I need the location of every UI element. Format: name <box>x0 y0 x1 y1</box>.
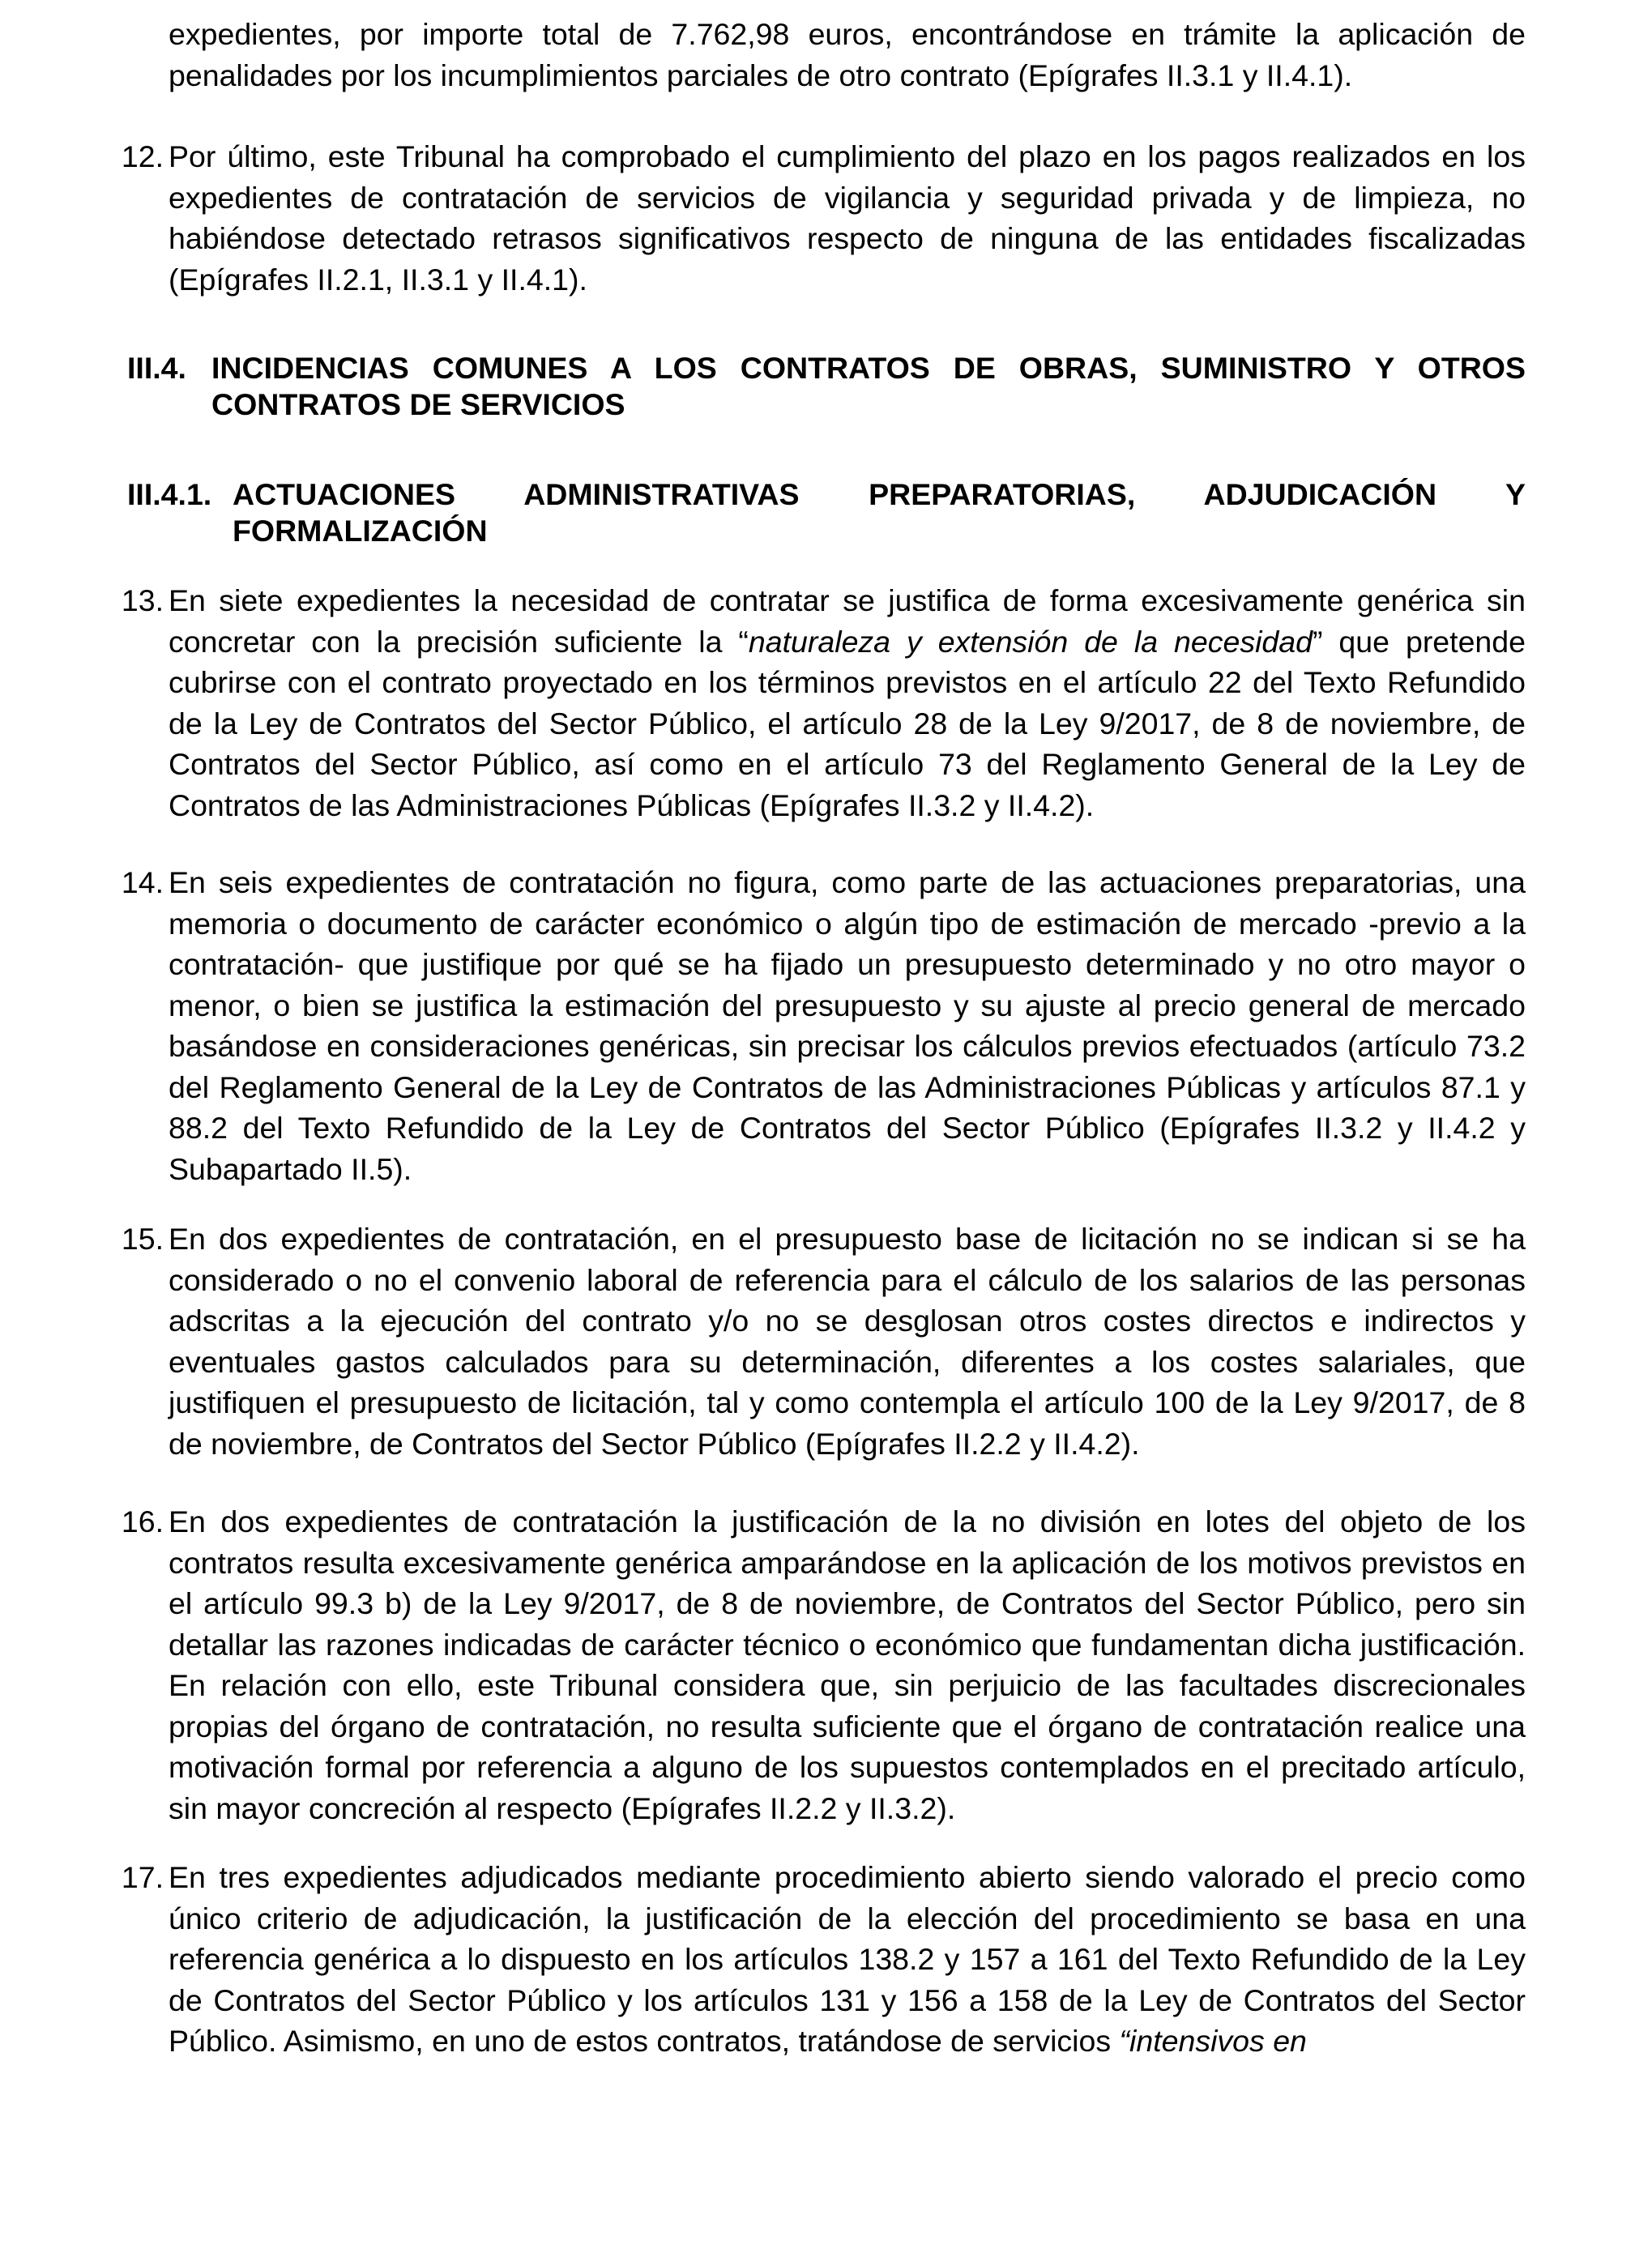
heading-number: III.4. <box>127 351 186 385</box>
paragraph-number: 15. <box>121 1222 164 1256</box>
heading-line-1: INCIDENCIAS COMUNES A LOS CONTRATOS DE OBRAS, SUMINISTRO Y OTROS <box>211 351 1526 385</box>
paragraph-17 <box>121 1857 1526 2062</box>
paragraph-text-a: En siete expedientes la necesidad de contratar se justifica de forma excesivamente genérica sin concretar con la precisión suficiente la “ <box>169 583 1526 659</box>
paragraph-text: En dos expedientes de contratación, en el presupuesto base de licitación no se indican si se ha considerado o no el convenio laboral de referencia para el cálculo de los salarios de las personas adscritas a la ejecución del contrato y/o no se desglosan otros costes directos e indirectos y eventuales gastos calculados para su determinación, diferentes a los costes salariales, que justifiquen el presupuesto de licitación, tal y como contempla el artículo 100 de la Ley 9/2017, de 8 de noviembre, de Contratos del Sector Público (Epígrafes II.2.2 y II.4.2). <box>169 1222 1526 1461</box>
heading-line-1: ACTUACIONES ADMINISTRATIVAS PREPARATORIAS, ADJUDICACIÓN Y <box>233 477 1526 511</box>
paragraph-number: 13. <box>121 583 164 617</box>
paragraph-text: Por último, este Tribunal ha comprobado el cumplimiento del plazo en los pagos realizados en los expedientes de contratación de servicios de vigilancia y seguridad privada y de limpieza, no habiéndose detectado retrasos significativos respecto de ninguna de las entidades fiscalizadas (Epígrafes II.2.1, II.3.1 y II.4.1). <box>169 139 1526 297</box>
continuation-paragraph <box>169 14 1526 96</box>
heading-line-2: CONTRATOS DE SERVICIOS <box>211 387 625 421</box>
quoted-italic-text: naturaleza y extensión de la necesidad <box>748 624 1313 659</box>
paragraph-text-a: En tres expedientes adjudicados mediante procedimiento abierto siendo valorado el precio como único criterio de adjudicación, la justificación de la elección del procedimiento se basa en una referencia genérica a lo dispuesto en los artículos 138.2 y 157 a 161 del Texto Refundido de la Ley de Contratos del Sector Público y los artículos 131 y 156 a 158 de la Ley de Contratos del Sector Público. Asimismo, en uno de estos contratos, tratándose de servicios <box>169 1860 1526 2058</box>
heading-title <box>233 476 1526 549</box>
paragraph-text-b: ” que pretende cubrirse con el contrato proyectado en los términos previstos en el artículo 22 del Texto Refundido de la Ley de Contratos del Sector Público, el artículo 28 de la Ley 9/2017, de 8 de noviembre, de Contratos del Sector Público, así como en el artículo 73 del Reglamento General de la Ley de Contratos de las Administraciones Públicas (Epígrafes II.3.2 y II.4.2). <box>169 624 1526 822</box>
paragraph-number: 16. <box>121 1504 164 1538</box>
paragraph-text: En seis expedientes de contratación no figura, como parte de las actuaciones preparatorias, una memoria o documento de carácter económico o algún tipo de estimación de mercado -previo a la contratación- que justifique por qué se ha fijado un presupuesto determinado y no otro mayor o menor, o bien se justifica la estimación del presupuesto y su ajuste al precio general de mercado basándose en consideraciones genéricas, sin precisar los cálculos previos efectuados (artículo 73.2 del Reglamento General de la Ley de Contratos de las Administraciones Públicas y artículos 87.1 y 88.2 del Texto Refundido de la Ley de Contratos del Sector Público (Epígrafes II.3.2 y II.4.2 y Subapartado II.5). <box>169 865 1526 1186</box>
paragraph-number: 14. <box>121 865 164 899</box>
paragraph-14 <box>121 862 1526 1189</box>
heading-title <box>211 350 1526 423</box>
paragraph-13 <box>121 580 1526 826</box>
paragraph-12 <box>121 136 1526 300</box>
continuation-text: expedientes, por importe total de 7.762,98 euros, encontrándose en trámite la aplicación de penalidades por los incumplimientos parciales de otro contrato (Epígrafes II.3.1 y II.4.1). <box>169 17 1526 92</box>
heading-line-2: FORMALIZACIÓN <box>233 514 488 548</box>
paragraph-text <box>169 1860 1526 2058</box>
quoted-italic-text: “intensivos en <box>1119 2024 1307 2058</box>
paragraph-16 <box>121 1501 1526 1829</box>
paragraph-15 <box>121 1218 1526 1464</box>
paragraph-text <box>169 583 1526 822</box>
paragraph-text: En dos expedientes de contratación la justificación de la no división en lotes del objeto de los contratos resulta excesivamente genérica amparándose en la aplicación de los motivos previstos en el artículo 99.3 b) de la Ley 9/2017, de 8 de noviembre, de Contratos del Sector Público, pero sin detallar las razones indicadas de carácter técnico o económico que fundamentan dicha justificación. En relación con ello, este Tribunal considera que, sin perjuicio de las facultades discrecionales propias del órgano de contratación, no resulta suficiente que el órgano de contratación realice una motivación formal por referencia a alguno de los supuestos contemplados en el precitado artículo, sin mayor concreción al respecto (Epígrafes II.2.2 y II.3.2). <box>169 1504 1526 1825</box>
heading-number: III.4.1. <box>127 477 212 511</box>
paragraph-number: 17. <box>121 1860 164 1894</box>
paragraph-number: 12. <box>121 139 164 173</box>
